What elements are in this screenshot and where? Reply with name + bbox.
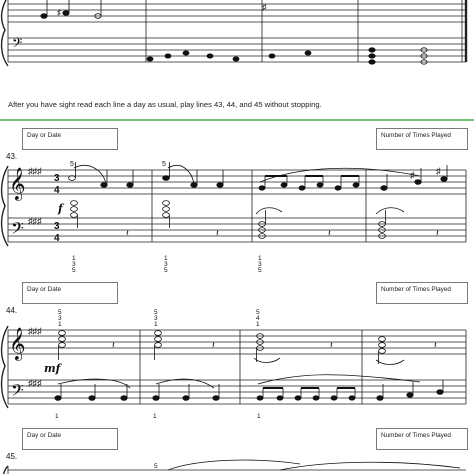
bass-staff-43 xyxy=(8,218,466,242)
svg-text:♯: ♯ xyxy=(57,8,61,17)
system-45 xyxy=(3,460,466,474)
svg-text:3: 3 xyxy=(54,221,60,232)
line-number-45: 45. xyxy=(6,452,18,461)
day-date-label: Day or Date xyxy=(27,132,62,139)
svg-text:♯♯♯: ♯♯♯ xyxy=(28,326,42,336)
times-played-label: Number of Times Played xyxy=(381,286,451,293)
svg-text:1: 1 xyxy=(153,413,157,420)
svg-text:1: 1 xyxy=(55,413,59,420)
svg-text:𝄽: 𝄽 xyxy=(212,340,215,350)
svg-text:♯♯♯: ♯♯♯ xyxy=(28,216,42,226)
svg-text:1: 1 xyxy=(58,321,62,328)
svg-text:♯: ♯ xyxy=(262,2,267,12)
svg-text:♯: ♯ xyxy=(436,166,441,176)
svg-text:3: 3 xyxy=(154,315,158,322)
svg-text:𝄽: 𝄽 xyxy=(216,228,219,238)
treble-staff-43 xyxy=(8,170,466,194)
svg-text:3: 3 xyxy=(72,261,76,268)
previous-system xyxy=(2,0,466,66)
day-date-label: Day or Date xyxy=(27,432,62,439)
line-number-43: 43. xyxy=(6,152,18,161)
bass-clef-43: 𝄢 xyxy=(11,218,24,242)
svg-text:3: 3 xyxy=(164,261,168,268)
svg-text:4: 4 xyxy=(256,315,260,322)
svg-text:5: 5 xyxy=(58,309,62,316)
svg-text:3: 3 xyxy=(58,315,62,322)
svg-text:1: 1 xyxy=(72,255,76,262)
times-played-label: Number of Times Played xyxy=(381,432,451,439)
svg-text:5: 5 xyxy=(154,463,158,470)
svg-text:♯♯♯: ♯♯♯ xyxy=(28,378,42,388)
svg-text:♯: ♯ xyxy=(410,170,415,180)
svg-text:𝄽: 𝄽 xyxy=(434,340,437,350)
svg-text:5: 5 xyxy=(162,161,166,168)
system-44 xyxy=(2,309,466,420)
svg-text:1: 1 xyxy=(257,413,261,420)
prev-treble-staff xyxy=(8,0,466,22)
line-number-44: 44. xyxy=(6,306,18,315)
svg-text:𝄢: 𝄢 xyxy=(12,35,23,54)
svg-text:𝄞: 𝄞 xyxy=(9,327,26,360)
key-signature-43: ♯♯♯ xyxy=(28,166,42,176)
svg-text:5: 5 xyxy=(256,309,260,316)
svg-text:5: 5 xyxy=(70,161,74,168)
times-played-box-43[interactable] xyxy=(376,128,468,150)
svg-text:𝄽: 𝄽 xyxy=(126,228,129,238)
svg-text:1: 1 xyxy=(154,321,158,328)
svg-text:3: 3 xyxy=(258,261,262,268)
svg-text:𝄽: 𝄽 xyxy=(436,228,439,238)
system-43 xyxy=(2,161,466,274)
svg-text:1: 1 xyxy=(164,255,168,262)
svg-text:5: 5 xyxy=(72,267,76,274)
day-date-box-45[interactable] xyxy=(22,428,118,450)
time-signature-43-treble: 3 xyxy=(54,173,60,184)
day-date-label: Day or Date xyxy=(27,286,62,293)
times-played-box-45[interactable] xyxy=(376,428,468,450)
treble-staff-44 xyxy=(8,330,466,354)
svg-text:𝄢: 𝄢 xyxy=(11,380,24,404)
svg-text:𝄽: 𝄽 xyxy=(112,340,115,350)
dynamic-44: mf xyxy=(44,362,61,375)
dynamic-43: f xyxy=(58,202,63,215)
svg-text:5: 5 xyxy=(164,267,168,274)
svg-text:5: 5 xyxy=(258,267,262,274)
times-played-box-44[interactable] xyxy=(376,282,468,304)
svg-text:4: 4 xyxy=(54,185,60,196)
svg-text:1: 1 xyxy=(258,255,262,262)
svg-text:1: 1 xyxy=(256,321,260,328)
bass-staff-44 xyxy=(8,380,466,404)
times-played-label: Number of Times Played xyxy=(381,132,451,139)
instruction-text: After you have sight read each line a day as usual, play lines 43, 44, and 45 without stopping. xyxy=(8,100,322,109)
treble-clef-43: 𝄞 xyxy=(9,167,26,200)
svg-text:4: 4 xyxy=(54,233,60,244)
day-date-box-43[interactable] xyxy=(22,128,118,150)
svg-text:𝄽: 𝄽 xyxy=(330,340,333,350)
day-date-box-44[interactable] xyxy=(22,282,118,304)
svg-text:5: 5 xyxy=(154,309,158,316)
svg-text:𝄽: 𝄽 xyxy=(328,228,331,238)
